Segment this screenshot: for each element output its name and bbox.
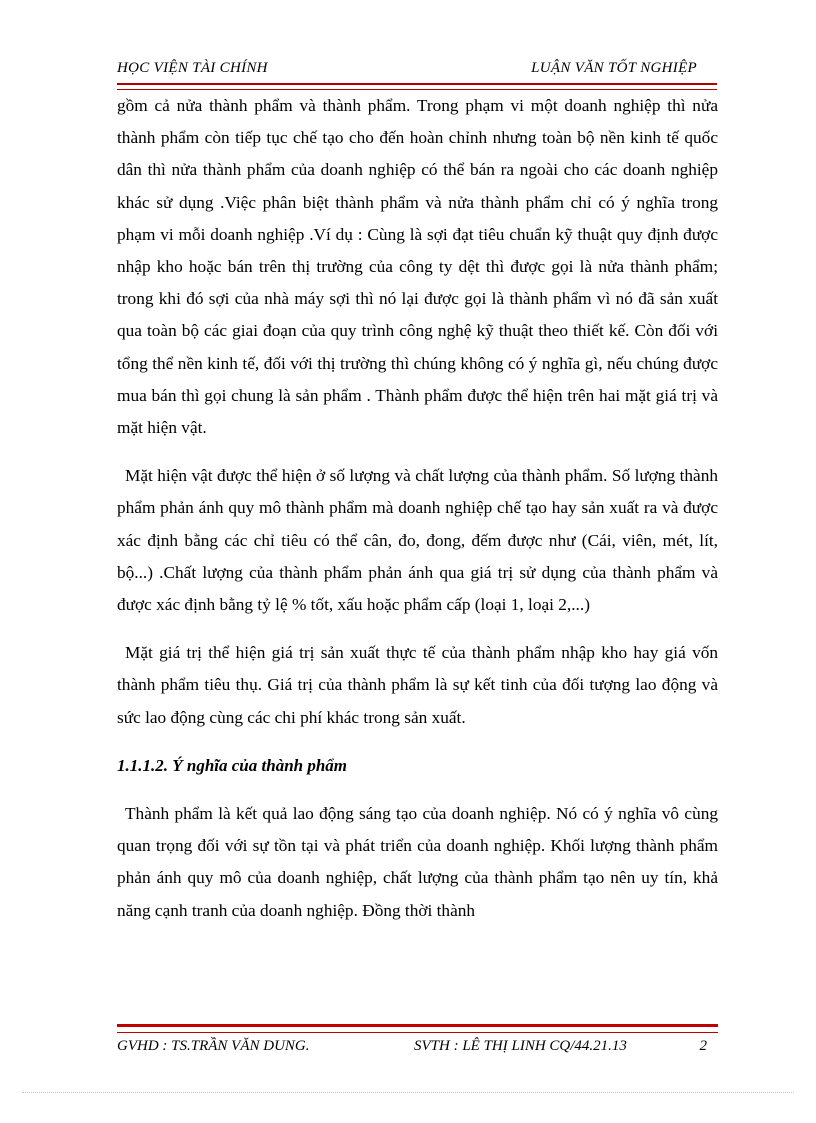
page-bottom-border [22,1092,794,1093]
paragraph: Thành phẩm là kết quả lao động sáng tạo của doanh nghiệp. Nó có ý nghĩa vô cùng quan trọng đối với sự tồn tại và phát triển của doanh nghiệp. Khối lượng thành phẩm phản ánh quy mô của doanh nghiệp, chất lượng của thành phẩm tạo nên uy tín, khả năng cạnh tranh của doanh nghiệp. Đồng thời thành [117,804,718,920]
footer-supervisor: GVHD : TS.TRẦN VĂN DUNG. [117,1038,310,1054]
section-heading: 1.1.1.2. Ý nghĩa của thành phẩm [117,755,348,775]
paragraph: gồm cả nửa thành phẩm và thành phẩm. Trong phạm vi một doanh nghiệp thì nửa thành phẩm còn tiếp tục chế tạo cho đến hoàn chỉnh nhưng toàn bộ nền kinh tế quốc dân thì nửa thành phẩm của doanh nghiệp có thể bán ra ngoài cho các doanh nghiệp khác sử dụng .Việc phân biệt thành phẩm và nửa thành phẩm chỉ có ý nghĩa trong phạm vi mỗi doanh nghiệp .Ví dụ : Cùng là sợi đạt tiêu chuẩn kỹ thuật quy định được nhập kho hoặc bán trên thị trường của công ty dệt thì được gọi là nửa thành phẩm; trong khi đó sợi của nhà máy sợi thì nó lại được gọi là thành phẩm vì nó đã sản xuất qua toàn bộ các giai đoạn của quy trình công nghệ kỹ thuật theo thiết kế. Còn đối với tổng thể nền kinh tế, đối với thị trường thì chúng không có ý nghĩa gì, nếu chúng được mua bán thì gọi chung là sản phẩm . Thành phẩm được thể hiện trên hai mặt giá trị và mặt hiện vật. [117,96,718,438]
header-divider [117,83,717,90]
footer-divider [117,1024,718,1033]
paragraph: Mặt giá trị thể hiện giá trị sản xuất thực tế của thành phẩm nhập kho hay giá vốn thành phẩm tiêu thụ. Giá trị của thành phẩm là sự kết tinh của đối tượng lao động và sức lao động cùng các chi phí khác trong sản xuất. [117,643,718,727]
page-number: 2 [699,1038,707,1054]
header-institution: HỌC VIỆN TÀI CHÍNH [117,60,268,76]
paragraph: Mặt hiện vật được thể hiện ở số lượng và chất lượng của thành phẩm. Số lượng thành phẩm phản ánh quy mô thành phẩm mà doanh nghiệp chế tạo hay sản xuất ra và được xác định bằng các chỉ tiêu có thể cân, đo, đong, đếm được như (Cái, viên, mét, lít, bộ...) .Chất lượng của thành phẩm phản ánh qua giá trị sử dụng của thành phẩm và được xác định bằng tỷ lệ % tốt, xấu hoặc phẩm cấp (loại 1, loại 2,...) [117,466,718,615]
body-content [117,90,718,927]
header-document-type: LUẬN VĂN TỐT NGHIỆP [531,60,697,76]
page-footer [117,1038,707,1060]
footer-student: SVTH : LÊ THỊ LINH CQ/44.21.13 [414,1038,627,1054]
